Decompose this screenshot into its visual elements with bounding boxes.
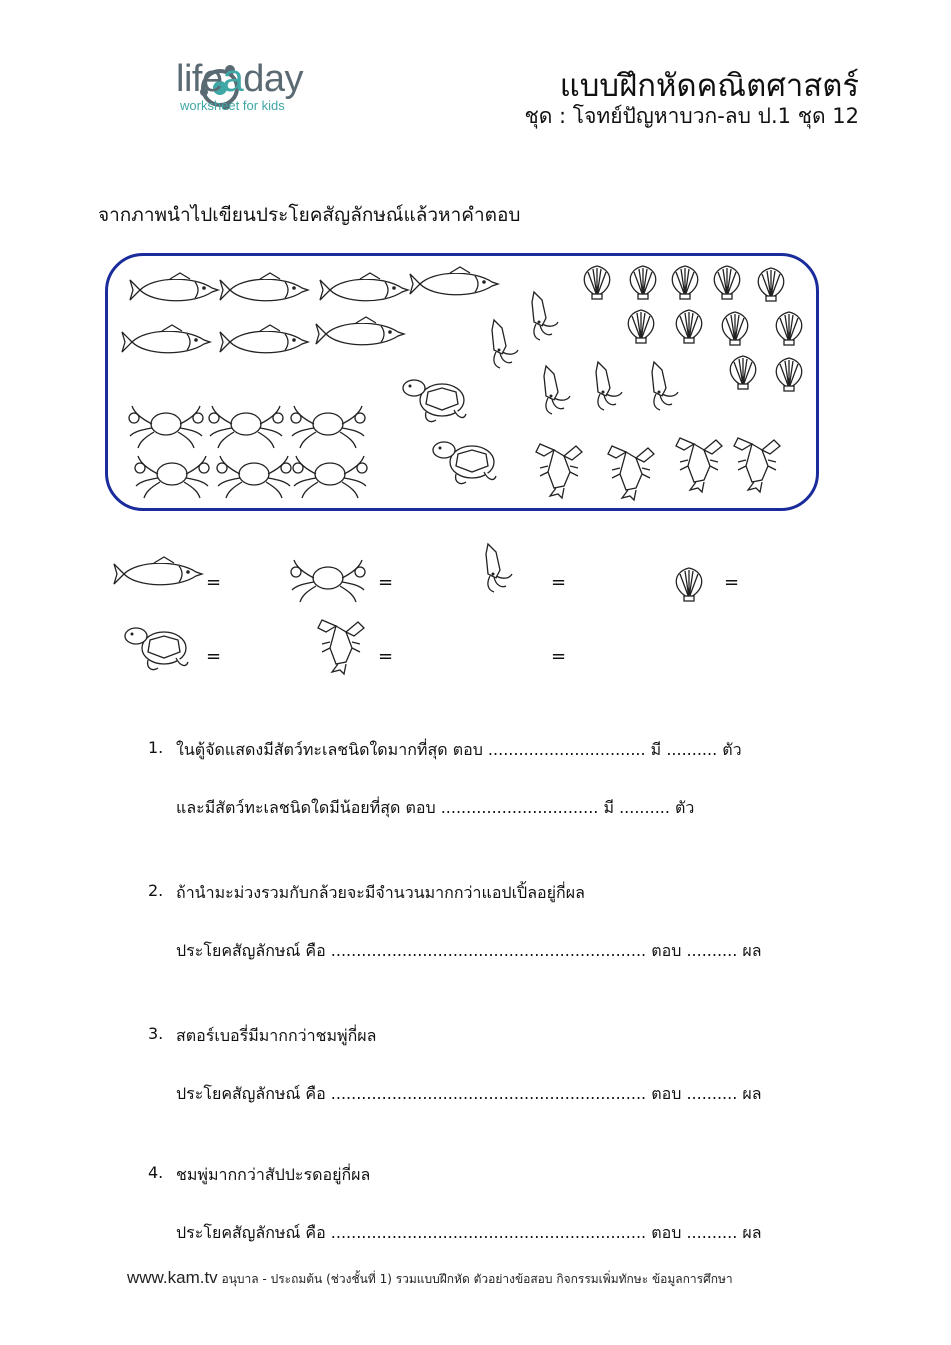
fish-equals: =	[206, 572, 222, 593]
legend-fish-icon	[114, 557, 202, 585]
question-2-number: 2.	[148, 881, 164, 900]
question-2-line-2: ประโยคสัญลักษณ์ คือ .............................................................. ตอบ .......... ผล	[176, 941, 762, 960]
lobster-equals: =	[378, 646, 394, 667]
question-4-line-1: ชมพู่มากกว่าสัปปะรดอยู่กี่ผล	[176, 1165, 371, 1184]
question-1-number: 1.	[148, 738, 164, 757]
worksheet-title: แบบฝึกหัดคณิตศาสตร์	[559, 68, 859, 104]
footer	[127, 1268, 733, 1289]
legend-lobster-icon	[318, 620, 364, 674]
question-4-number: 4.	[148, 1163, 164, 1182]
question-1-line-2: และมีสัตว์ทะเลชนิดใดมีน้อยที่สุด ตอบ ............................... มี .......... ตัว	[176, 798, 695, 817]
legend-turtle-icon	[125, 628, 188, 670]
question-1-line-1: ในตู้จัดแสดงมีสัตว์ทะเลชนิดใดมากที่สุด ตอบ ............................... มี .......... ตัว	[176, 740, 742, 759]
worksheet-subtitle: ชุด : โจทย์ปัญหาบวก-ลบ ป.1 ชุด 12	[524, 104, 859, 128]
footer-url[interactable]: www.kam.tv	[127, 1268, 218, 1287]
turtle-equals: =	[206, 646, 222, 667]
squid-equals: =	[551, 572, 567, 593]
crab-equals: =	[378, 572, 394, 593]
instruction-text: จากภาพนำไปเขียนประโยคสัญลักษณ์แล้วหาคำตอบ	[98, 204, 521, 226]
legend-squid-icon	[486, 544, 512, 592]
legend-crab-icon	[291, 560, 365, 602]
question-3-line-2: ประโยคสัญลักษณ์ คือ .............................................................. ตอบ .......... ผล	[176, 1084, 762, 1103]
question-2-line-1: ถ้านำมะม่วงรวมกับกล้วยจะมีจำนวนมากกว่าแอปเปิ้ลอยู่กี่ผล	[176, 883, 585, 902]
question-3-number: 3.	[148, 1024, 164, 1043]
shell-equals: =	[724, 572, 740, 593]
question-3-line-1: สตอร์เบอรี่มีมากกว่าชมพู่กี่ผล	[176, 1026, 377, 1045]
logo-wordmark: lifeaday	[176, 58, 303, 100]
logo-tagline: worksheet for kids	[180, 98, 285, 113]
blank-equals: =	[551, 646, 567, 667]
question-4-line-2: ประโยคสัญลักษณ์ คือ .............................................................. ตอบ .......... ผล	[176, 1223, 762, 1242]
footer-text: อนุบาล - ประถมต้น (ช่วงชั้นที่ 1) รวมแบบฝึกหัด ตัวอย่างข้อสอบ กิจกรรมเพิ่มทักษะ ข้อมูลการศึกษา	[217, 1272, 733, 1286]
legend-shell-icon	[676, 568, 702, 601]
